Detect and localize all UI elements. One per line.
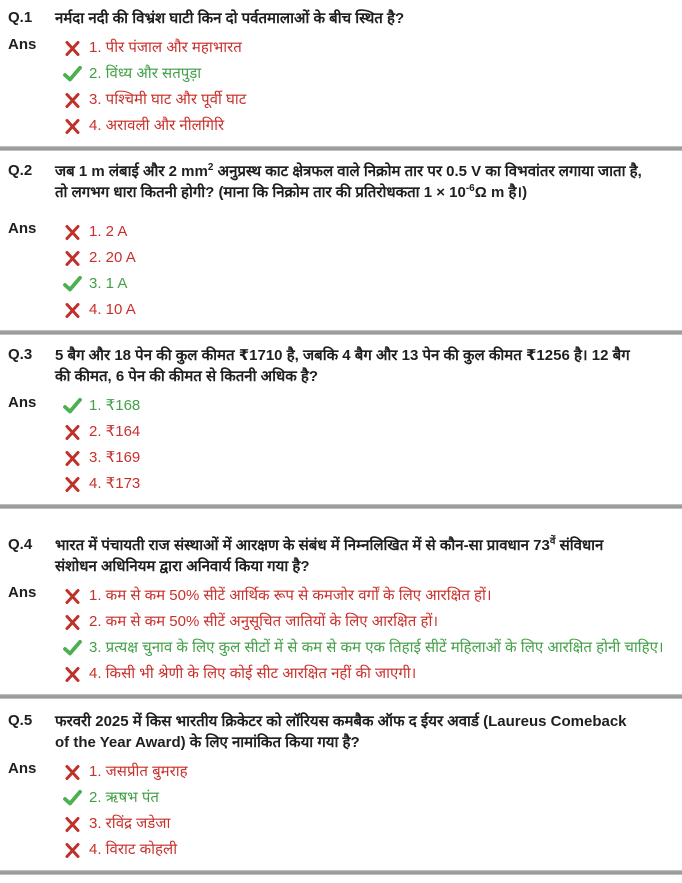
answer-option bbox=[63, 219, 672, 245]
question-block-4 bbox=[0, 509, 682, 694]
answer-option bbox=[63, 471, 672, 497]
check-icon bbox=[63, 276, 82, 292]
answer-option bbox=[63, 297, 672, 323]
option-text: 3. प्रत्यक्ष चुनाव के लिए कुल सीटों में से कम से कम एक तिहाई सीटें महिलाओं के लिए आरक्षित होनी चाहिए। bbox=[89, 639, 664, 656]
answer-option bbox=[63, 837, 672, 863]
answer-option bbox=[63, 271, 672, 297]
options-list bbox=[55, 583, 672, 687]
question-block-2 bbox=[0, 151, 682, 330]
question-number: Q.2 bbox=[8, 162, 33, 179]
cross-icon bbox=[63, 588, 82, 604]
question-number: Q.5 bbox=[8, 712, 33, 729]
options-list bbox=[55, 35, 672, 139]
option-text: 2. ऋषभ पंत bbox=[89, 789, 159, 806]
option-text: 2. ₹164 bbox=[89, 423, 141, 440]
answer-row bbox=[8, 35, 672, 139]
question-text: 5 बैग और 18 पेन की कुल कीमत ₹1710 है, जबकि 4 बैग और 13 पेन की कुल कीमत ₹1256 है। 12 बैग की कीमत, 6 पेन की कीमत से कितनी अधिक है? bbox=[55, 347, 630, 385]
question-text: नर्मदा नदी की विभ्रंश घाटी किन दो पर्वतमालाओं के बीच स्थित है? bbox=[55, 10, 405, 27]
bottom-whitespace bbox=[0, 875, 682, 883]
option-text: 2. विंध्य और सतपुड़ा bbox=[89, 65, 202, 82]
answer-label: Ans bbox=[8, 394, 37, 411]
answer-row bbox=[8, 583, 672, 687]
question-block-5 bbox=[0, 699, 682, 870]
question-text: जब 1 m लंबाई और 2 $mm^2$ अनुप्रस्थ काट क्षेत्रफल वाले निक्रोम तार पर 0.5 V का विभवांतर लगाया जाता है, तो लगभग धारा कितनी होगी? (माना कि निक्रोम तार की प्रतिरोधकता $1 \times 10^{-6}\Omega$ m है।) bbox=[55, 162, 642, 201]
question-text: फरवरी 2025 में किस भारतीय क्रिकेटर को लॉरियस कमबैक ऑफ द ईयर अवार्ड (Laureus Comeback of the Year Award) के लिए नामांकित किया गया है? bbox=[55, 713, 627, 751]
answer-option bbox=[63, 419, 672, 445]
cross-icon bbox=[63, 476, 82, 492]
option-text: 3. 1 A bbox=[89, 275, 128, 292]
option-text: 1. जसप्रीत बुमराह bbox=[89, 763, 188, 780]
option-text: 1. पीर पंजाल और महाभारत bbox=[89, 39, 242, 56]
answer-label: Ans bbox=[8, 220, 37, 237]
answer-option bbox=[63, 583, 672, 609]
check-icon bbox=[63, 790, 82, 806]
answer-label: Ans bbox=[8, 584, 37, 601]
answer-option bbox=[63, 35, 672, 61]
answer-option bbox=[63, 245, 672, 271]
check-icon bbox=[63, 640, 82, 656]
answer-option bbox=[63, 87, 672, 113]
answer-label: Ans bbox=[8, 36, 37, 53]
cross-icon bbox=[63, 450, 82, 466]
answer-option bbox=[63, 759, 672, 785]
question-text: भारत में पंचायती राज संस्थाओं में आरक्षण के संबंध में निम्नलिखित में से कौन-सा प्रावधान $73^{वें}$ संविधान संशोधन अधिनियम द्वारा अनिवार्य किया गया है? bbox=[55, 536, 604, 575]
question-number: Q.4 bbox=[8, 536, 33, 553]
cross-icon bbox=[63, 614, 82, 630]
question-block-1 bbox=[0, 0, 682, 146]
option-text: 1. ₹168 bbox=[89, 397, 141, 414]
option-text: 2. 20 A bbox=[89, 249, 136, 266]
answer-row bbox=[8, 393, 672, 497]
question-row bbox=[8, 8, 672, 29]
options-list bbox=[55, 219, 672, 323]
cross-icon bbox=[63, 302, 82, 318]
cross-icon bbox=[63, 816, 82, 832]
cross-icon bbox=[63, 764, 82, 780]
cross-icon bbox=[63, 666, 82, 682]
answer-option bbox=[63, 661, 672, 687]
cross-icon bbox=[63, 118, 82, 134]
answer-option bbox=[63, 785, 672, 811]
answer-option bbox=[63, 61, 672, 87]
option-text: 4. विराट कोहली bbox=[89, 841, 178, 858]
option-text: 1. 2 A bbox=[89, 223, 128, 240]
answer-row bbox=[8, 759, 672, 863]
question-row bbox=[8, 161, 672, 203]
question-row bbox=[8, 711, 672, 753]
answer-option bbox=[63, 445, 672, 471]
answer-row bbox=[8, 219, 672, 323]
options-list bbox=[55, 393, 672, 497]
option-text: 2. कम से कम 50% सीटें अनुसूचित जातियों के लिए आरक्षित हों। bbox=[89, 613, 439, 630]
answer-option bbox=[63, 113, 672, 139]
option-text: 4. ₹173 bbox=[89, 475, 141, 492]
check-icon bbox=[63, 398, 82, 414]
cross-icon bbox=[63, 92, 82, 108]
answer-option bbox=[63, 393, 672, 419]
answer-option bbox=[63, 609, 672, 635]
question-number: Q.1 bbox=[8, 9, 33, 26]
cross-icon bbox=[63, 224, 82, 240]
question-row bbox=[8, 345, 672, 387]
check-icon bbox=[63, 66, 82, 82]
answer-option bbox=[63, 635, 672, 661]
option-text: 3. पश्चिमी घाट और पूर्वी घाट bbox=[89, 91, 247, 108]
cross-icon bbox=[63, 424, 82, 440]
option-text: 4. 10 A bbox=[89, 301, 136, 318]
question-row bbox=[8, 535, 672, 577]
cross-icon bbox=[63, 250, 82, 266]
answer-option bbox=[63, 811, 672, 837]
cross-icon bbox=[63, 40, 82, 56]
question-number: Q.3 bbox=[8, 346, 33, 363]
option-text: 4. किसी भी श्रेणी के लिए कोई सीट आरक्षित नहीं की जाएगी। bbox=[89, 665, 417, 682]
option-text: 3. रविंद्र जडेजा bbox=[89, 815, 171, 832]
option-text: 1. कम से कम 50% सीटें आर्थिक रूप से कमजोर वर्गों के लिए आरक्षित हों। bbox=[89, 587, 492, 604]
options-list bbox=[55, 759, 672, 863]
question-block-3 bbox=[0, 335, 682, 504]
cross-icon bbox=[63, 842, 82, 858]
answer-label: Ans bbox=[8, 760, 37, 777]
option-text: 4. अरावली और नीलगिरि bbox=[89, 117, 225, 134]
option-text: 3. ₹169 bbox=[89, 449, 141, 466]
